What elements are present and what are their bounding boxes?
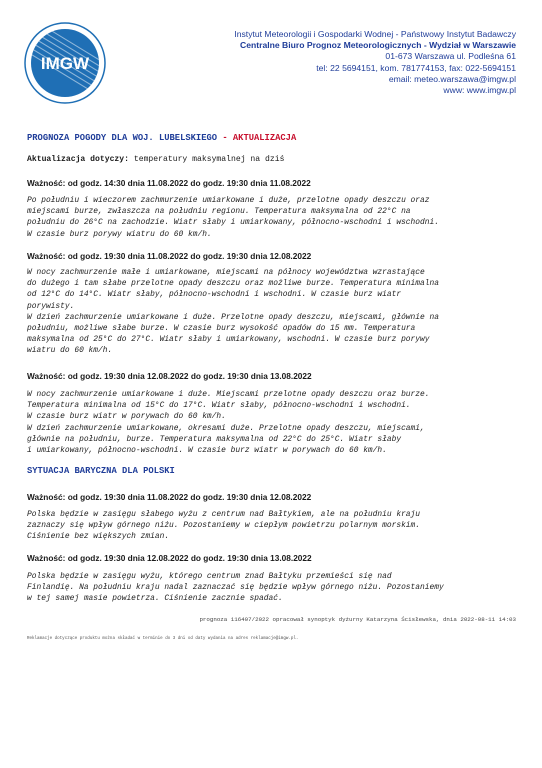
org-department: Centralne Biuro Prognoz Meteorologicznych - Wydział w Warszawie [240, 40, 516, 51]
forecast-line: wiatru do 60 km/h. [27, 346, 113, 356]
baric-line: zaznaczy się wpływ górnego niżu. Pozostaniemy w ciepłym powietrzu polarnym morskim. [27, 521, 421, 531]
baric-line: Ciśnienie bez większych zmian. [27, 532, 170, 542]
org-email[interactable]: email: meteo.warszawa@imgw.pl [388, 73, 516, 84]
baric-line: Finlandię. Na południu kraju nadal zaznaczać się będzie wpływ górnego niżu. Pozostaniemy [27, 583, 444, 593]
update-value: temperatury maksymalnej na dziś [129, 155, 285, 164]
forecast-line: W czasie burz wiatr w porywach do 60 km/h. [27, 412, 226, 422]
baric-period-2: Ważność: od godz. 19:30 dnia 12.08.2022 do godz. 19:30 dnia 13.08.2022 [27, 553, 312, 563]
forecast-line: porywisty. [27, 301, 75, 311]
forecast-text-2 [27, 267, 522, 357]
forecast-text-3 [27, 389, 522, 456]
forecast-line: Po południu i wieczorem zachmurzenie umiarkowane i duże, przelotne opady deszczu oraz [27, 196, 430, 205]
forecast-line: miejscami burze, zwłaszcza na południu regionu. Temperatura maksymalna od 22°C na [27, 207, 411, 217]
forecast-line: W czasie burz porywy wiatru do 60 km/h. [27, 229, 212, 239]
forecast-line: od 12°C do 14°C. Wiatr słaby, północno-wschodni i wschodni. W czasie burz wiatr [27, 290, 402, 300]
forecast-line: maksymalna od 25°C do 27°C. Wiatr słaby i umiarkowany, wschodni. W czasie burz porywy [27, 335, 430, 345]
forecast-line: W nocy zachmurzenie umiarkowane i duże. Miejscami przelotne opady deszczu oraz burze. [27, 390, 430, 399]
page-title [27, 133, 296, 143]
forecast-period-1: Ważność: od godz. 14:30 dnia 11.08.2022 do godz. 19:30 dnia 11.08.2022 [27, 178, 311, 188]
org-phone: tel: 22 5694151, kom. 781774153, fax: 022-5694151 [316, 62, 516, 73]
title-main: PROGNOZA POGODY DLA WOJ. LUBELSKIEGO [27, 133, 218, 143]
baric-line: Polska będzie w zasięgu wyżu, którego centrum znad Bałtyku przemieści się nad [27, 572, 392, 581]
forecast-line: W dzień zachmurzenie umiarkowane i duże. Przelotne opady deszczu, miejscami, głównie na [27, 312, 439, 322]
baric-section-title: SYTUACJA BARYCZNA DLA POLSKI [27, 466, 175, 476]
forecast-author-note: prognoza 116407/2022 opracował synoptyk dyżurny Katarzyna Ścisłewska, dnia 2022-08-11 14:03 [199, 616, 516, 623]
forecast-line: południu do 26°C na zachodzie. Wiatr słaby i umiarkowany, północno-wschodni i wschodni. [27, 218, 439, 228]
forecast-line: W nocy zachmurzenie małe i umiarkowane, miejscami na północy województwa wzrastające [27, 268, 425, 277]
complaint-note: Reklamacje dotyczące produktu można składać w terminie do 3 dni od daty wydania na adres reklamacje@imgw.pl. [27, 637, 299, 641]
forecast-period-3: Ważność: od godz. 19:30 dnia 12.08.2022 do godz. 19:30 dnia 13.08.2022 [27, 371, 312, 381]
forecast-period-2: Ważność: od godz. 19:30 dnia 11.08.2022 do godz. 19:30 dnia 12.08.2022 [27, 251, 312, 261]
org-website[interactable]: www: www.imgw.pl [443, 85, 516, 96]
baric-text-1 [27, 509, 522, 543]
forecast-line: i umiarkowany, północno-wschodni. W czasie burz wiatr w porywach do 60 km/h. [27, 446, 387, 456]
imgw-logo-icon [24, 22, 106, 104]
update-info [27, 155, 284, 164]
baric-line: Polska będzie w zasięgu słabego wyżu z centrum nad Bałtykiem, ale na południu kraju [27, 510, 421, 519]
forecast-line: do dużego i tam słabe przelotne opady deszczu oraz możliwe burze. Temperatura minimalna [27, 279, 439, 289]
org-name: Instytut Meteorologii i Gospodarki Wodnej - Państwowy Instytut Badawczy [234, 29, 516, 39]
update-label: Aktualizacja dotyczy: [27, 155, 129, 164]
forecast-line: W dzień zachmurzenie umiarkowane, okresami duże. Przelotne opady deszczu, miejscami, [27, 423, 425, 433]
baric-period-1: Ważność: od godz. 19:30 dnia 11.08.2022 do godz. 19:30 dnia 12.08.2022 [27, 492, 312, 502]
organization-header [186, 29, 516, 96]
forecast-line: głównie na południu, burze. Temperatura maksymalna od 22°C do 25°C. Wiatr słaby [27, 434, 402, 444]
logo-text: IMGW [40, 54, 90, 73]
forecast-text-1 [27, 195, 522, 240]
forecast-line: południu, możliwe słabe burze. W czasie burz wysokość opadów do 15 mm. Temperatura [27, 324, 416, 334]
baric-text-2 [27, 571, 522, 605]
org-address: 01-673 Warszawa ul. Podleśna 61 [385, 51, 516, 62]
forecast-line: Temperatura minimalna od 15°C do 17°C. Wiatr słaby, północno-wschodni i wschodni. [27, 401, 411, 411]
title-update: - AKTUALIZACJA [217, 133, 297, 143]
baric-line: w tej samej masie powietrza. Ciśnienie zacznie spadać. [27, 594, 283, 604]
